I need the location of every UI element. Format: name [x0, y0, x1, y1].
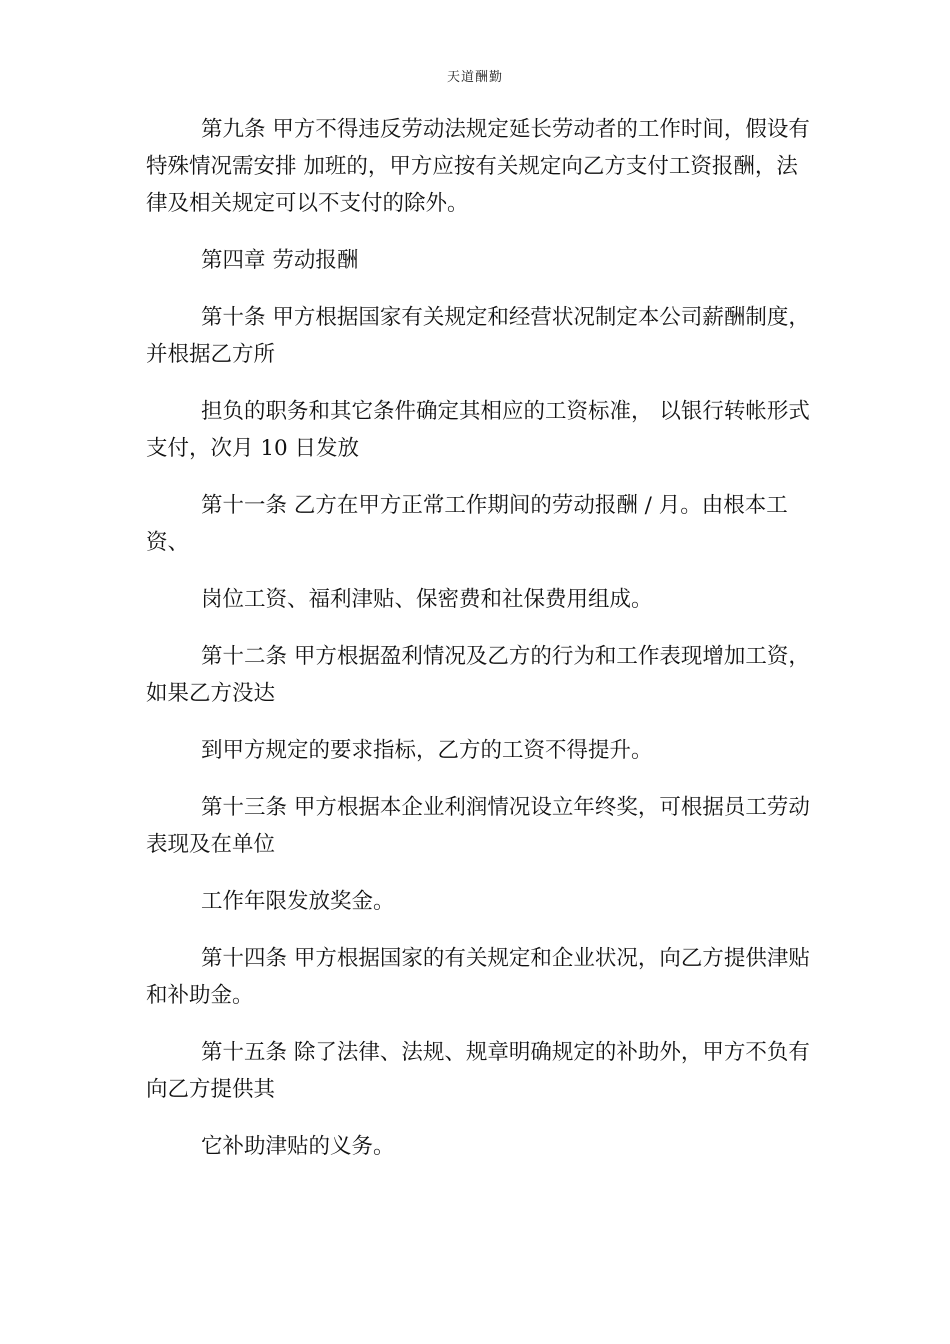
article-10-paragraph: 第十条 甲方根据国家有关规定和经营状况制定本公司薪酬制度，并根据乙方所	[146, 305, 810, 367]
article-11-continuation: 岗位工资、福利津贴、保密费和社保费用组成。	[201, 587, 653, 612]
article-14-paragraph: 第十四条 甲方根据国家的有关规定和企业状况，向乙方提供津贴和补助金。	[146, 946, 810, 1008]
article-9-paragraph: 第九条 甲方不得违反劳动法规定延长劳动者的工作时间，假设有特殊情况需安排 加班的，甲方应按有关规定向乙方支付工资报酬，法律及相关规定可以不支付的除外。	[146, 117, 810, 216]
article-12-continuation: 到甲方规定的要求指标，乙方的工资不得提升。	[201, 738, 653, 763]
article-15-continuation: 它补助津贴的义务。	[201, 1134, 395, 1159]
article-13-paragraph: 第十三条 甲方根据本企业利润情况设立年终奖，可根据员工劳动表现及在单位	[146, 795, 810, 857]
document-body	[146, 111, 810, 1185]
article-11-paragraph: 第十一条 乙方在甲方正常工作期间的劳动报酬 / 月。由根本工资、	[146, 493, 788, 555]
article-15-paragraph: 第十五条 除了法律、法规、规章明确规定的补助外，甲方不负有向乙方提供其	[146, 1040, 810, 1102]
article-13-continuation: 工作年限发放奖金。	[201, 889, 395, 914]
chapter-4-heading: 第四章 劳动报酬	[201, 248, 359, 273]
page-header: 天道酬勤	[446, 70, 503, 85]
article-12-paragraph: 第十二条 甲方根据盈利情况及乙方的行为和工作表现增加工资，如果乙方没达	[146, 644, 810, 706]
article-10-continuation: 担负的职务和其它条件确定其相应的工资标准， 以银行转帐形式支付，次月 10 日发放	[146, 399, 810, 461]
